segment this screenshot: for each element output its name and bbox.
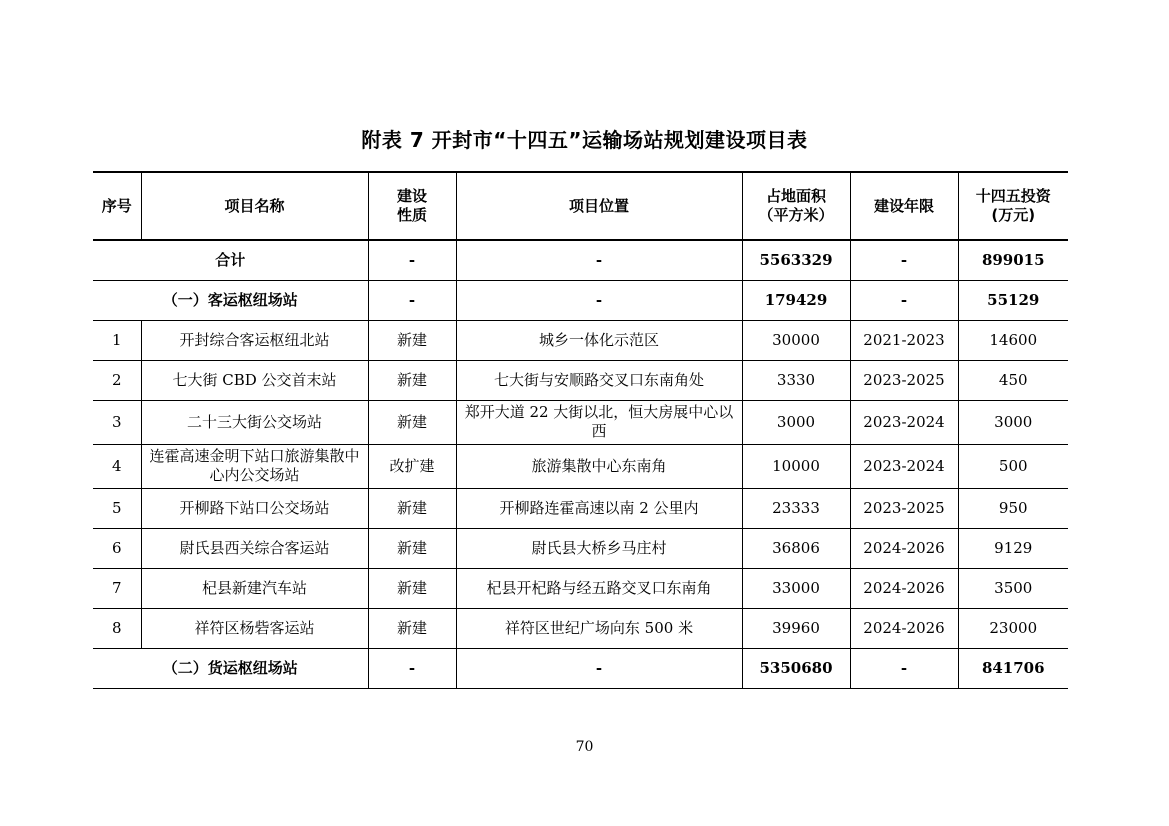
row-location: 开柳路连霍高速以南 2 公里内 bbox=[456, 488, 742, 528]
header-nature bbox=[368, 172, 456, 240]
header-period: 建设年限 bbox=[850, 172, 958, 240]
table-row bbox=[93, 320, 1068, 360]
row-invest: 950 bbox=[958, 488, 1068, 528]
section-area: 5350680 bbox=[742, 648, 850, 688]
section-row-passenger bbox=[93, 280, 1068, 320]
row-area: 23333 bbox=[742, 488, 850, 528]
row-location: 尉氏县大桥乡马庄村 bbox=[456, 528, 742, 568]
row-name: 七大街 CBD 公交首末站 bbox=[141, 360, 368, 400]
section-nature: - bbox=[368, 648, 456, 688]
row-location: 七大街与安顺路交叉口东南角处 bbox=[456, 360, 742, 400]
row-location: 城乡一体化示范区 bbox=[456, 320, 742, 360]
row-area: 3000 bbox=[742, 400, 850, 444]
total-period: - bbox=[850, 240, 958, 280]
header-invest-line2: (万元) bbox=[991, 206, 1036, 224]
row-name: 杞县新建汽车站 bbox=[141, 568, 368, 608]
row-period: 2024-2026 bbox=[850, 608, 958, 648]
table-row bbox=[93, 568, 1068, 608]
row-name: 二十三大街公交场站 bbox=[141, 400, 368, 444]
row-name: 祥符区杨砦客运站 bbox=[141, 608, 368, 648]
row-index: 7 bbox=[93, 568, 141, 608]
table-row bbox=[93, 608, 1068, 648]
header-row bbox=[93, 172, 1068, 240]
section-period: - bbox=[850, 280, 958, 320]
row-index: 3 bbox=[93, 400, 141, 444]
row-area: 39960 bbox=[742, 608, 850, 648]
row-period: 2021-2023 bbox=[850, 320, 958, 360]
row-period: 2023-2024 bbox=[850, 444, 958, 488]
section-invest: 55129 bbox=[958, 280, 1068, 320]
row-name: 尉氏县西关综合客运站 bbox=[141, 528, 368, 568]
row-period: 2023-2025 bbox=[850, 488, 958, 528]
section-label: （二）货运枢纽场站 bbox=[93, 648, 368, 688]
total-row bbox=[93, 240, 1068, 280]
header-nature-line1: 建设 bbox=[396, 187, 427, 205]
header-nature-line2: 性质 bbox=[396, 206, 427, 224]
row-area: 10000 bbox=[742, 444, 850, 488]
row-index: 6 bbox=[93, 528, 141, 568]
section-period: - bbox=[850, 648, 958, 688]
header-invest bbox=[958, 172, 1068, 240]
total-location: - bbox=[456, 240, 742, 280]
row-area: 3330 bbox=[742, 360, 850, 400]
header-name: 项目名称 bbox=[141, 172, 368, 240]
row-index: 2 bbox=[93, 360, 141, 400]
row-invest: 450 bbox=[958, 360, 1068, 400]
row-name: 连霍高速金明下站口旅游集散中心内公交场站 bbox=[141, 444, 368, 488]
row-location: 旅游集散中心东南角 bbox=[456, 444, 742, 488]
row-name: 开柳路下站口公交场站 bbox=[141, 488, 368, 528]
header-location: 项目位置 bbox=[456, 172, 742, 240]
row-location: 杞县开杞路与经五路交叉口东南角 bbox=[456, 568, 742, 608]
row-nature: 新建 bbox=[368, 400, 456, 444]
row-area: 36806 bbox=[742, 528, 850, 568]
row-index: 5 bbox=[93, 488, 141, 528]
row-nature: 新建 bbox=[368, 320, 456, 360]
row-period: 2024-2026 bbox=[850, 568, 958, 608]
total-area: 5563329 bbox=[742, 240, 850, 280]
section-location: - bbox=[456, 648, 742, 688]
row-index: 4 bbox=[93, 444, 141, 488]
table-row bbox=[93, 488, 1068, 528]
total-nature: - bbox=[368, 240, 456, 280]
row-invest: 500 bbox=[958, 444, 1068, 488]
total-label: 合计 bbox=[93, 240, 368, 280]
row-area: 33000 bbox=[742, 568, 850, 608]
row-invest: 3000 bbox=[958, 400, 1068, 444]
row-period: 2024-2026 bbox=[850, 528, 958, 568]
row-invest: 3500 bbox=[958, 568, 1068, 608]
table-row bbox=[93, 444, 1068, 488]
page-number: 70 bbox=[575, 739, 594, 755]
table-row bbox=[93, 400, 1068, 444]
project-table bbox=[93, 171, 1068, 689]
row-area: 30000 bbox=[742, 320, 850, 360]
section-label: （一）客运枢纽场站 bbox=[93, 280, 368, 320]
row-nature: 新建 bbox=[368, 568, 456, 608]
row-invest: 9129 bbox=[958, 528, 1068, 568]
row-invest: 14600 bbox=[958, 320, 1068, 360]
row-index: 1 bbox=[93, 320, 141, 360]
header-invest-line1: 十四五投资 bbox=[975, 187, 1051, 205]
row-name: 开封综合客运枢纽北站 bbox=[141, 320, 368, 360]
section-row-freight bbox=[93, 648, 1068, 688]
row-nature: 新建 bbox=[368, 528, 456, 568]
row-period: 2023-2025 bbox=[850, 360, 958, 400]
row-index: 8 bbox=[93, 608, 141, 648]
row-period: 2023-2024 bbox=[850, 400, 958, 444]
total-invest: 899015 bbox=[958, 240, 1068, 280]
row-location: 郑开大道 22 大街以北，恒大房展中心以西 bbox=[456, 400, 742, 444]
row-nature: 新建 bbox=[368, 608, 456, 648]
section-location: - bbox=[456, 280, 742, 320]
header-area-line2: （平方米） bbox=[758, 206, 834, 224]
section-area: 179429 bbox=[742, 280, 850, 320]
row-location: 祥符区世纪广场向东 500 米 bbox=[456, 608, 742, 648]
page-title: 附表 7 开封市“十四五”运输场站规划建设项目表 bbox=[361, 128, 808, 152]
section-nature: - bbox=[368, 280, 456, 320]
row-invest: 23000 bbox=[958, 608, 1068, 648]
row-nature: 新建 bbox=[368, 360, 456, 400]
header-area bbox=[742, 172, 850, 240]
table-row bbox=[93, 360, 1068, 400]
row-nature: 新建 bbox=[368, 488, 456, 528]
row-nature: 改扩建 bbox=[368, 444, 456, 488]
header-index: 序号 bbox=[93, 172, 141, 240]
header-area-line1: 占地面积 bbox=[765, 187, 826, 205]
section-invest: 841706 bbox=[958, 648, 1068, 688]
table-row bbox=[93, 528, 1068, 568]
